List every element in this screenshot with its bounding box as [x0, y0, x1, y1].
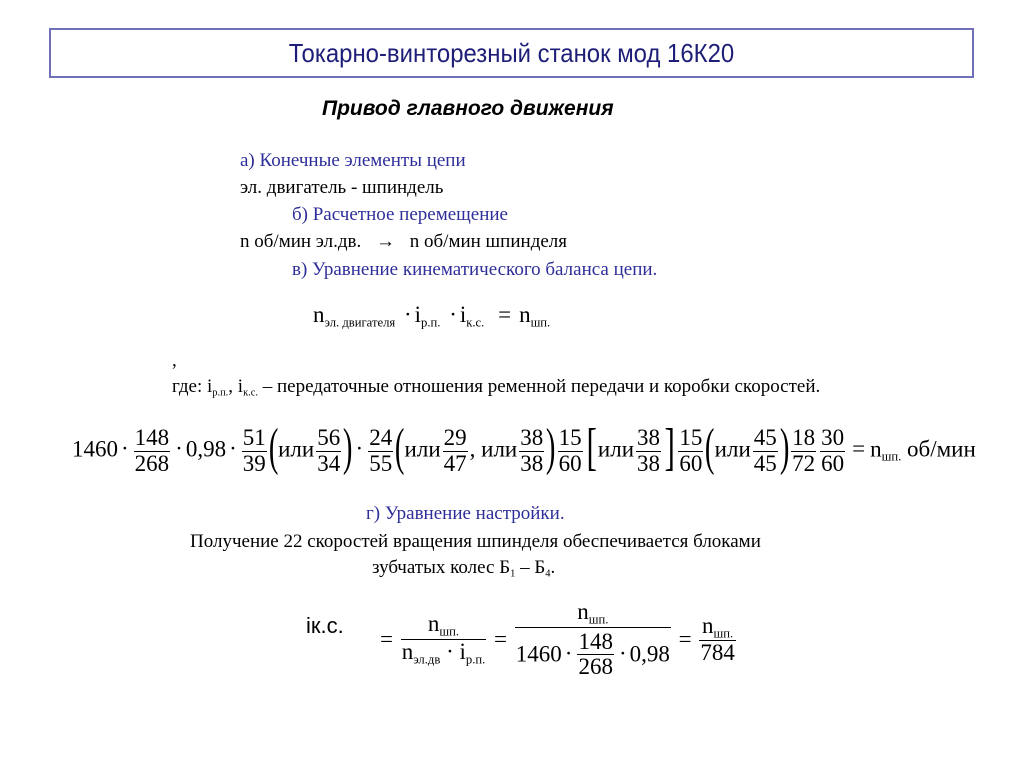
equals-sign: = — [494, 626, 508, 652]
equals-sign: = — [852, 436, 866, 462]
ratio-38-38: $\frac{38}{38}$ — [637, 425, 661, 476]
belt-ratio: $\frac{148}{268}$ — [134, 425, 170, 476]
or-word: или — [714, 436, 751, 462]
n-symbol: n — [870, 436, 882, 462]
fraction-spindle-over-motor: $\frac{n_{шп.}}{n_{эл.дв} \cdot i_{р.п.}}$ — [401, 611, 486, 667]
multiply-dot: · — [449, 302, 457, 327]
motor-speed-label: n об/мин эл.дв. — [240, 231, 362, 252]
ratio-30-60: $\frac{30}{60}$ — [821, 425, 845, 476]
slide-subtitle: Привод главного движения — [322, 97, 614, 120]
setup-equation-label: iк.с. — [306, 613, 344, 638]
subscript-motor: эл. двигателя — [324, 315, 396, 330]
ratio-51-39: $\frac{51}{39}$ — [242, 425, 266, 476]
subscript-rp: р.п. — [421, 315, 441, 330]
ratio-38-38: $\frac{38}{38}$ — [520, 425, 544, 476]
slip-coefficient: 0,98 — [185, 436, 227, 462]
ratio-24-55: $\frac{24}{55}$ — [369, 425, 393, 476]
subscript-ks: к.с. — [466, 315, 485, 330]
dash-b: – Б — [515, 557, 546, 578]
or-word: или — [278, 436, 315, 462]
ratio-29-47: $\frac{29}{47}$ — [443, 425, 467, 476]
equals-sign: = — [498, 302, 512, 327]
ratio-15-60: $\frac{15}{60}$ — [558, 425, 582, 476]
note-prefix: где: i — [172, 376, 213, 397]
equals-sign: = — [678, 626, 692, 652]
subscript-spindle: шп. — [881, 449, 902, 464]
arrow-right-icon: → — [376, 231, 395, 252]
subscript-1: 1 — [510, 568, 516, 580]
ratio-18-72: $\frac{18}{72}$ — [792, 425, 816, 476]
section-g-line2 — [372, 557, 555, 580]
subscript-4: 4 — [545, 568, 551, 580]
section-v-heading: в) Уравнение кинематического баланса цепи. — [292, 259, 658, 280]
subscript-rp: р.п. — [212, 387, 229, 399]
slide-title: Токарно-винторезный станок мод 16К20 — [288, 38, 735, 68]
spindle-speed-label: n об/мин шпинделя — [409, 231, 568, 252]
section-b-body — [240, 231, 567, 253]
unit-rpm: об/мин — [907, 436, 976, 462]
note-mid: , i — [228, 376, 244, 397]
equals-sign: = — [380, 626, 393, 652]
section-g-line1: Получение 22 скоростей вращения шпинделя обеспечивается блоками — [190, 531, 761, 552]
subscript-spindle: шп. — [530, 315, 551, 330]
section-a-heading: а) Конечные элементы цепи — [240, 150, 466, 171]
i-symbol: i — [459, 302, 467, 327]
i-symbol: i — [414, 302, 422, 327]
note-description: – передаточные отношения ременной передачи и коробки скоростей. — [258, 376, 821, 397]
n-symbol: n — [313, 302, 325, 327]
kinematic-chain-equation: 1460 · $\frac{148}{268}$ · 0,98 · $\frac{51}{39}$ (или $\frac{56}{34}$ ) · $\frac{24}{55}$ (или $\frac{29}{47}$ , или $\frac{38}{38}$ ) $\frac{15}{60}$ [или $\frac{38}{38}$ ] $\frac{15}{60}$ (или $\frac{45}{45}$ ) $\frac{18}{72}$ $\frac{30}{60}$ = $n_{шп.}$ об/мин — [72, 419, 976, 476]
fraction-spindle-over-784: $\frac{n_{шп.}}{784}$ — [700, 612, 735, 666]
section-b-heading: б) Расчетное перемещение — [292, 204, 508, 225]
multiply-dot: · — [403, 302, 412, 327]
title-frame — [49, 28, 974, 78]
section-g-heading: г) Уравнение настройки. — [366, 503, 565, 524]
or-word: или — [404, 436, 441, 462]
note-comma: , — [172, 350, 177, 371]
ratio-45-45: $\frac{45}{45}$ — [753, 425, 777, 476]
note-text — [172, 376, 820, 399]
kinematic-balance-equation — [313, 302, 550, 330]
comma-or: , или — [469, 436, 518, 462]
motor-rpm: 1460 — [72, 436, 118, 462]
subscript-ks: к.с. — [243, 387, 259, 399]
or-word: или — [597, 436, 635, 462]
gear-blocks-text: зубчатых колес Б — [372, 557, 511, 578]
period: . — [550, 557, 556, 578]
n-symbol: n — [519, 302, 531, 327]
ratio-15-60: $\frac{15}{60}$ — [679, 425, 703, 476]
ratio-56-34: $\frac{56}{34}$ — [317, 425, 341, 476]
setup-equation — [380, 600, 738, 679]
fraction-spindle-over-numeric: $n_{шп.}$ 1460 · $\frac{148}{268}$ · 0,98 — [515, 599, 670, 679]
section-a-body: эл. двигатель - шпиндель — [240, 177, 444, 198]
